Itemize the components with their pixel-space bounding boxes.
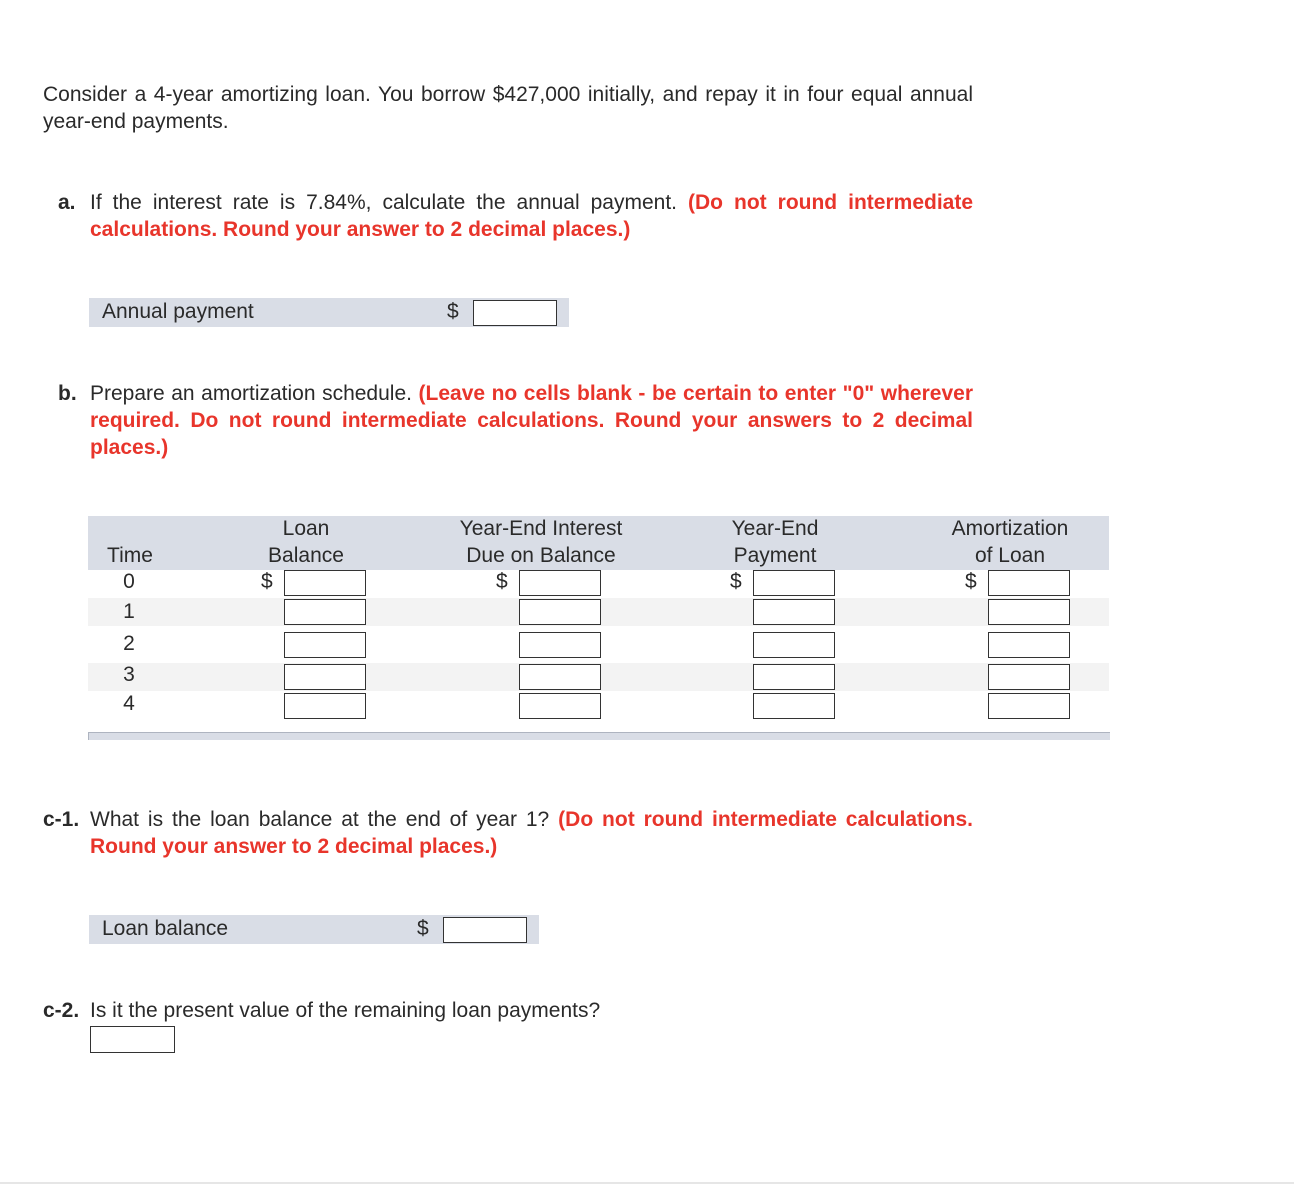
- part-c2-label: c-2.: [43, 999, 80, 1022]
- part-a-instruction: (Do not round intermediate calculations. Round your answer to 2 decimal places.): [90, 191, 974, 241]
- part-c1-label: c-1.: [43, 808, 80, 831]
- part-c2-question: [43, 997, 973, 1024]
- interest-input-0[interactable]: [519, 570, 601, 596]
- payment-input-3[interactable]: [753, 664, 835, 690]
- balance-input-2[interactable]: [284, 632, 366, 658]
- payment-input-0[interactable]: [753, 570, 835, 596]
- payment-currency: $: [730, 570, 742, 593]
- schedule-footer-bar: [88, 732, 1110, 740]
- balance-input-1[interactable]: [284, 599, 366, 625]
- intro-paragraph: [43, 81, 973, 135]
- interest-input-3[interactable]: [519, 664, 601, 690]
- balance-input-0[interactable]: [284, 570, 366, 596]
- payment-input-1[interactable]: [753, 599, 835, 625]
- amortization-input-4[interactable]: [988, 693, 1070, 719]
- part-c2-text: Is it the present value of the remaining loan payments?: [90, 999, 601, 1022]
- annual-payment-currency: $: [447, 300, 459, 323]
- loan-balance-input[interactable]: [443, 917, 527, 943]
- header-loan-balance: Loan Balance: [268, 517, 344, 567]
- annual-payment-label: Annual payment: [102, 300, 254, 323]
- interest-input-4[interactable]: [519, 693, 601, 719]
- part-c1-instruction: (Do not round intermediate calculations. Round your answer to 2 decimal places.): [90, 808, 974, 858]
- amortization-input-2[interactable]: [988, 632, 1070, 658]
- amortization-input-3[interactable]: [988, 664, 1070, 690]
- part-b-question: [58, 380, 973, 461]
- part-b-instruction: (Leave no cells blank - be certain to enter "0" wherever required. Do not round intermediate calculations. Round your answers to 2 decimal places.): [90, 382, 973, 459]
- payment-input-4[interactable]: [753, 693, 835, 719]
- present-value-answer-input[interactable]: [90, 1026, 175, 1053]
- annual-payment-row: [89, 298, 569, 327]
- part-a-text: If the interest rate is 7.84%, calculate the annual payment.: [90, 191, 677, 214]
- intro-text: Consider a 4-year amortizing loan. You borrow $427,000 initially, and repay it in four equal annual year-end payments.: [43, 83, 973, 133]
- time-cell: 4: [123, 692, 135, 715]
- time-cell: 2: [123, 632, 135, 655]
- balance-currency: $: [261, 570, 273, 593]
- amortization-input-0[interactable]: [988, 570, 1070, 596]
- interest-input-2[interactable]: [519, 632, 601, 658]
- loan-balance-row: [89, 915, 539, 944]
- part-a-label: a.: [58, 191, 76, 214]
- part-a-question: [58, 189, 974, 243]
- header-time: Time: [107, 544, 153, 567]
- part-c1-text: What is the loan balance at the end of year 1?: [90, 808, 550, 831]
- payment-input-2[interactable]: [753, 632, 835, 658]
- balance-input-4[interactable]: [284, 693, 366, 719]
- amortization-input-1[interactable]: [988, 599, 1070, 625]
- header-amortization: Amortization of Loan: [951, 517, 1069, 567]
- header-interest: Year-End Interest Due on Balance: [459, 517, 623, 567]
- loan-balance-label: Loan balance: [102, 917, 229, 940]
- time-cell: 1: [123, 600, 135, 623]
- header-payment: Year-End Payment: [731, 517, 819, 567]
- time-cell: 0: [123, 570, 135, 593]
- part-c1-question: [43, 806, 974, 860]
- interest-currency: $: [496, 570, 508, 593]
- annual-payment-input[interactable]: [473, 300, 557, 326]
- amortization-currency: $: [965, 570, 977, 593]
- loan-balance-currency: $: [417, 917, 429, 940]
- part-b-text: Prepare an amortization schedule.: [90, 382, 412, 405]
- interest-input-1[interactable]: [519, 599, 601, 625]
- page-bottom-divider: [0, 1182, 1294, 1184]
- part-b-label: b.: [58, 382, 77, 405]
- balance-input-3[interactable]: [284, 664, 366, 690]
- time-cell: 3: [123, 663, 135, 686]
